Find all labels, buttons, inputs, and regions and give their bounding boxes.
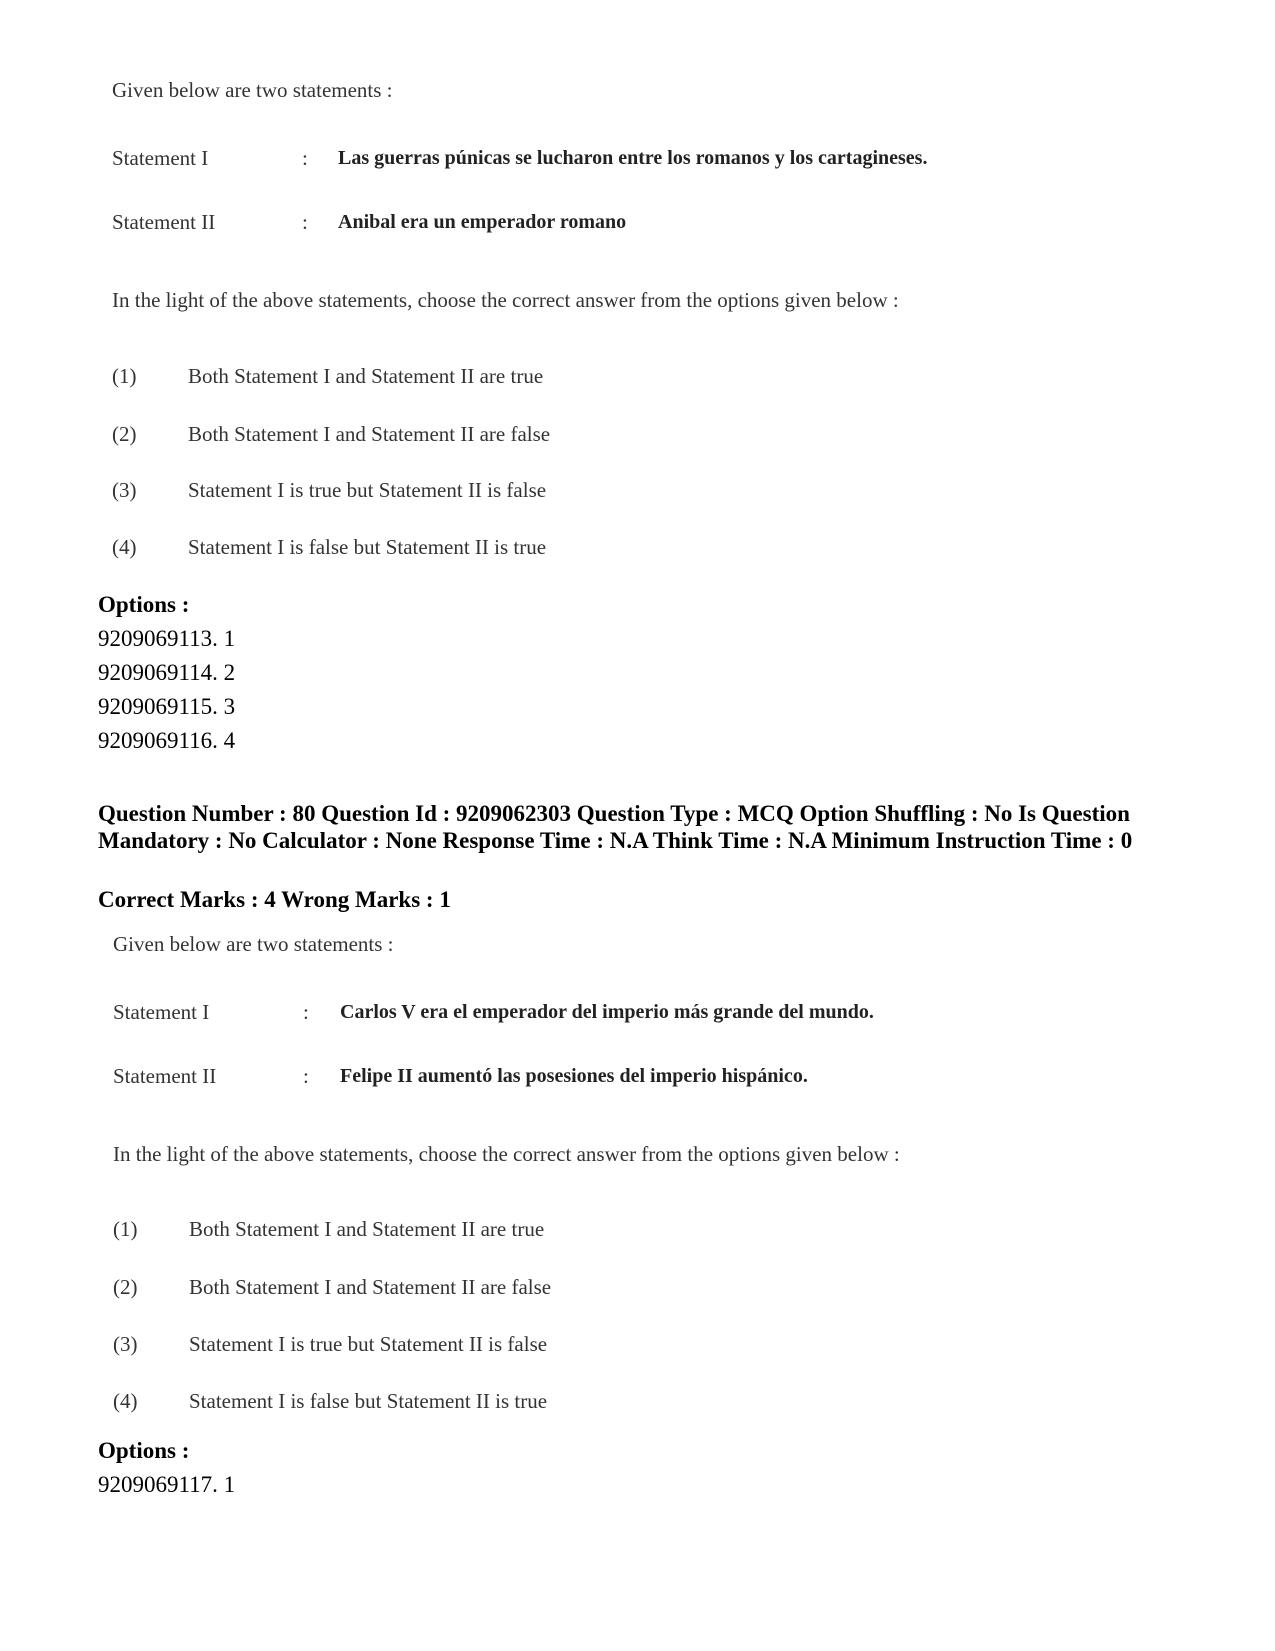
choice-text: Statement I is false but Statement II is true [188,535,547,559]
choice-number: (2) [112,422,137,446]
choice-number: (4) [112,535,137,559]
option-line: 9209069116. 4 [98,728,236,753]
statement-1-label: Statement I [112,146,209,170]
options-title: Options : [98,1438,190,1463]
statement-1-text: Las guerras púnicas se lucharon entre los romanos y los cartagineses. [338,147,928,169]
option-line: 9209069117. 1 [98,1472,236,1497]
choice-text: Statement I is false but Statement II is true [189,1389,548,1413]
choice-number: (3) [112,478,137,502]
choice-number: (4) [113,1389,138,1413]
choice-number: (2) [113,1275,138,1299]
choice-text: Both Statement I and Statement II are true [188,364,544,388]
choice-text: Both Statement I and Statement II are false [188,422,551,446]
statement-1-label: Statement I [113,1000,210,1024]
statement-2-label: Statement II [112,210,216,234]
intro-text: Given below are two statements : [113,932,394,956]
choice-text: Statement I is true but Statement II is false [188,478,547,502]
choice-number: (1) [112,364,137,388]
statement-2-colon: : [303,1064,309,1088]
statement-1-colon: : [303,1000,309,1024]
statement-2-text: Anibal era un emperador romano [338,211,627,233]
option-line: 9209069113. 1 [98,626,236,651]
choice-text: Both Statement I and Statement II are true [189,1217,545,1241]
choice-text: Both Statement I and Statement II are false [189,1275,552,1299]
statement-2-label: Statement II [113,1064,217,1088]
statement-2-text: Felipe II aumentó las posesiones del imperio hispánico. [340,1065,808,1087]
intro-text: Given below are two statements : [112,78,393,102]
instruction-text: In the light of the above statements, choose the correct answer from the options given below : [113,1142,900,1166]
statement-2-colon: : [302,210,308,234]
choice-number: (1) [113,1217,138,1241]
instruction-text: In the light of the above statements, choose the correct answer from the options given below : [112,288,899,312]
choice-number: (3) [113,1332,138,1356]
question-marks: Correct Marks : 4 Wrong Marks : 1 [98,887,451,912]
choice-text: Statement I is true but Statement II is false [189,1332,548,1356]
statement-1-colon: : [302,146,308,170]
option-line: 9209069114. 2 [98,660,236,685]
question-meta: Question Number : 80 Question Id : 9209062303 Question Type : MCQ Option Shuffling : No Is Question Mandatory : No Calculator : None Response Time : N.A Think Time : N.A Minimum Instruction Time : 0 [98,801,1133,853]
statement-1-text: Carlos V era el emperador del imperio más grande del mundo. [340,1001,874,1023]
option-line: 9209069115. 3 [98,694,236,719]
options-title: Options : [98,592,190,617]
